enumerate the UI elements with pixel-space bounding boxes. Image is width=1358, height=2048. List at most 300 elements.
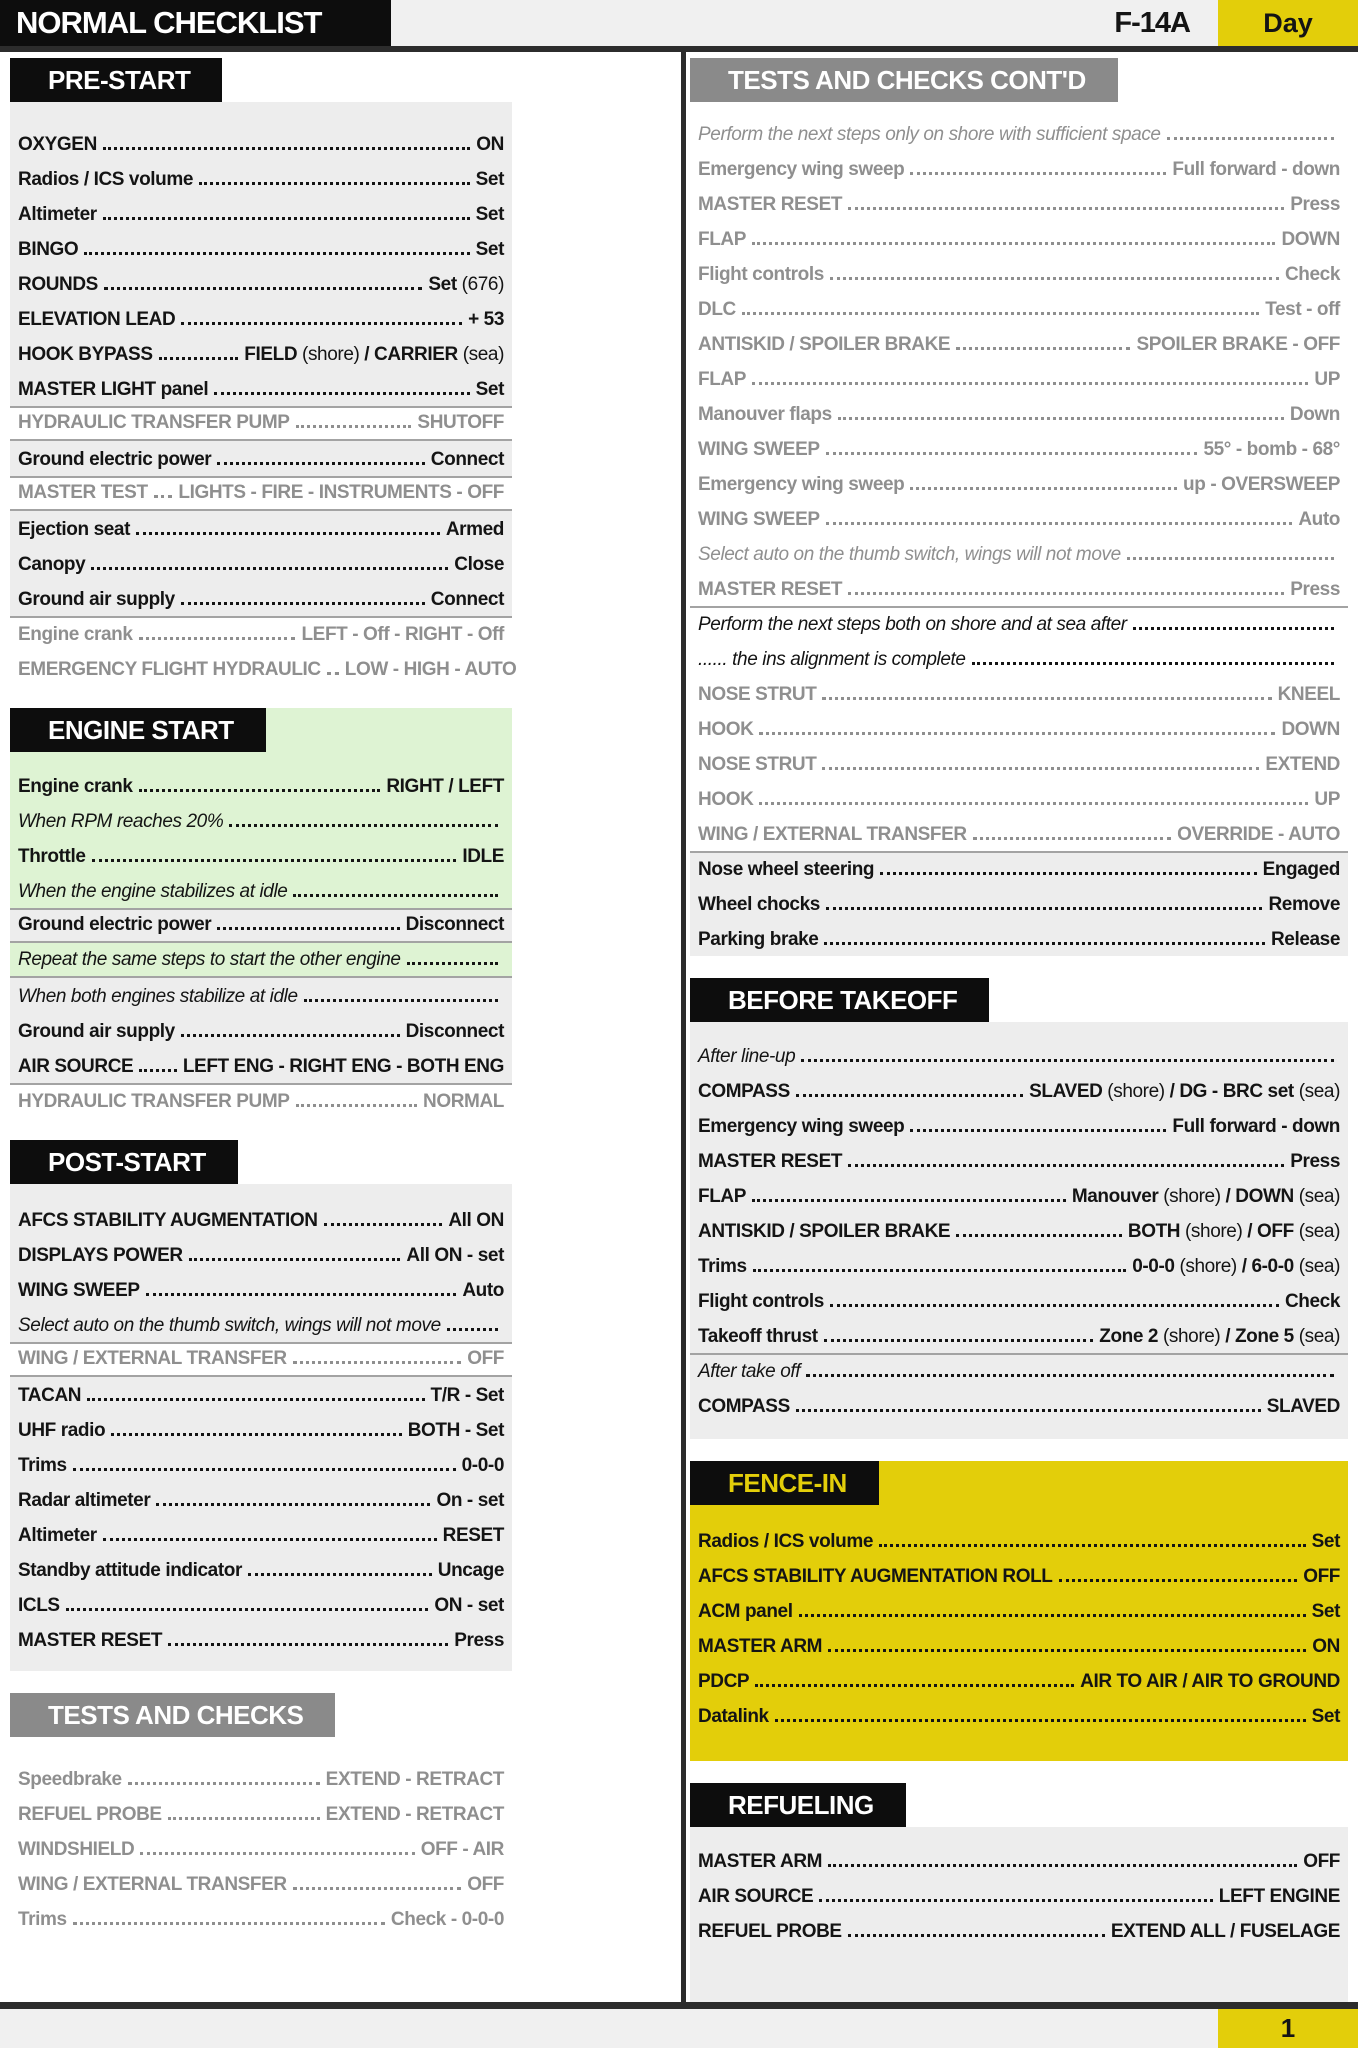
checklist-row: [10, 1796, 512, 1831]
leader-dots: [973, 837, 1171, 840]
checklist-row: [690, 256, 1348, 291]
row-value: UP: [1314, 789, 1340, 810]
row-value: Armed: [445, 519, 504, 540]
value-qualifier: (shore): [1185, 1221, 1243, 1242]
row-value: Disconnect: [405, 914, 504, 935]
row-label: WING SWEEP: [698, 509, 820, 530]
row-value: Connect: [430, 589, 504, 610]
section-body: [690, 1827, 1348, 2002]
row-value: UP: [1314, 369, 1340, 390]
section-heading: [690, 978, 1348, 1022]
row-label: MASTER RESET: [18, 1630, 163, 1651]
checklist-row: [690, 116, 1348, 151]
leader-dots: [838, 417, 1284, 420]
checklist-row: [690, 1213, 1348, 1248]
section-body: [10, 1737, 512, 1946]
section-heading: [690, 1461, 1348, 1505]
checklist-row: [10, 406, 512, 441]
row-label: COMPASS: [698, 1396, 790, 1417]
row-label: Engine crank: [18, 624, 133, 645]
leader-dots: [806, 1374, 1334, 1377]
row-label: When both engines stabilize at idle: [18, 986, 298, 1007]
row-label: WING SWEEP: [698, 439, 820, 460]
leader-dots: [139, 789, 381, 792]
row-value: Release: [1270, 929, 1340, 950]
row-label: MASTER TEST: [18, 482, 148, 503]
row-label: Manouver flaps: [698, 404, 832, 425]
leader-dots: [91, 567, 448, 570]
checklist-row: [10, 511, 512, 546]
checklist-row: [10, 1622, 512, 1657]
row-label: Radar altimeter: [18, 1490, 151, 1511]
row-value: Manouver (shore) / DOWN (sea): [1071, 1186, 1340, 1207]
checklist-row: [10, 838, 512, 873]
leader-dots: [92, 859, 457, 862]
leader-dots: [796, 1409, 1261, 1412]
row-label: FLAP: [698, 229, 747, 250]
checklist-row: [10, 1587, 512, 1622]
row-label: ACM panel: [698, 1601, 793, 1622]
value-qualifier: (sea): [1298, 1081, 1340, 1102]
checklist-row: [10, 1412, 512, 1447]
aircraft-label: F-14A: [1114, 7, 1190, 39]
checklist-row: [690, 536, 1348, 571]
leader-dots: [248, 1573, 432, 1576]
row-label: Ground electric power: [18, 914, 212, 935]
row-label: HOOK: [698, 719, 754, 740]
leader-dots: [755, 1684, 1074, 1687]
leader-dots: [327, 672, 339, 675]
row-label: Parking brake: [698, 929, 819, 950]
checklist-row: [10, 1013, 512, 1048]
row-value: Down: [1289, 404, 1340, 425]
row-value: SLAVED: [1266, 1396, 1340, 1417]
checklist-row: [10, 231, 512, 266]
checklist-row: [690, 1178, 1348, 1213]
checklist-row: [690, 1248, 1348, 1283]
row-label: MASTER ARM: [698, 1636, 823, 1657]
row-label: Emergency wing sweep: [698, 474, 905, 495]
leader-dots: [159, 357, 239, 360]
row-label: EMERGENCY FLIGHT HYDRAULIC: [18, 659, 321, 680]
row-label: AFCS STABILITY AUGMENTATION: [18, 1210, 318, 1231]
row-value: SHUTOFF: [417, 412, 504, 433]
leader-dots: [136, 532, 440, 535]
leader-dots: [293, 894, 498, 897]
leader-dots: [742, 312, 1259, 315]
row-label: ANTISKID / SPOILER BRAKE: [698, 1221, 951, 1242]
row-value: DOWN: [1281, 719, 1340, 740]
row-label: Throttle: [18, 846, 86, 867]
leader-dots: [214, 392, 469, 395]
row-value: ON: [476, 134, 504, 155]
row-value: Set: [1311, 1706, 1340, 1727]
row-label: WING / EXTERNAL TRANSFER: [18, 1874, 287, 1895]
row-value: ON: [1312, 1636, 1340, 1657]
leader-dots: [956, 1234, 1122, 1237]
checklist-row: [10, 196, 512, 231]
leader-dots: [1167, 137, 1334, 140]
row-value: NORMAL: [423, 1091, 504, 1112]
leader-dots: [796, 1094, 1023, 1097]
leader-dots: [910, 172, 1166, 175]
section-before-takeoff: [690, 978, 1348, 1439]
page-title: NORMAL CHECKLIST: [0, 0, 391, 46]
row-label: REFUEL PROBE: [18, 1804, 162, 1825]
section-body: [690, 1022, 1348, 1439]
leader-dots: [139, 1069, 177, 1072]
value-qualifier: (sea): [1298, 1326, 1340, 1347]
leader-dots: [156, 1503, 430, 1506]
leader-dots: [819, 1899, 1212, 1902]
section-title: TESTS AND CHECKS: [10, 1693, 335, 1737]
section-body: [690, 102, 1348, 956]
checklist-row: [10, 873, 512, 908]
leader-dots: [752, 242, 1275, 245]
checklist-row: [10, 1447, 512, 1482]
row-label: ELEVATION LEAD: [18, 309, 176, 330]
row-label: ANTISKID / SPOILER BRAKE: [698, 334, 951, 355]
checklist-row: [690, 1663, 1348, 1698]
row-value: EXTEND - RETRACT: [325, 1804, 504, 1825]
row-value: OFF: [1303, 1566, 1340, 1587]
leader-dots: [848, 207, 1284, 210]
checklist-row: [690, 151, 1348, 186]
leader-dots: [879, 1544, 1306, 1547]
leader-dots: [801, 1059, 1334, 1062]
row-value: Press: [1290, 194, 1340, 215]
section-title: PRE-START: [10, 58, 222, 102]
footer-rule: [0, 2002, 1358, 2009]
section-heading: [690, 58, 1348, 102]
row-value: IDLE: [462, 846, 504, 867]
checklist-row: [10, 1517, 512, 1552]
header-spacer: [391, 0, 1114, 46]
row-label: When RPM reaches 20%: [18, 811, 224, 832]
section-heading: [690, 1783, 1348, 1827]
row-value: OFF: [467, 1874, 504, 1895]
leader-dots: [128, 1782, 320, 1785]
section-title: ENGINE START: [10, 708, 266, 752]
leader-dots: [956, 347, 1130, 350]
checklist-row: [690, 1593, 1348, 1628]
row-label: BINGO: [18, 239, 79, 260]
leader-dots: [822, 767, 1259, 770]
row-value: up - OVERSWEEP: [1183, 474, 1340, 495]
leader-dots: [296, 1104, 417, 1107]
leader-dots: [848, 592, 1284, 595]
checklist-row: [690, 1523, 1348, 1558]
checklist-row: [10, 126, 512, 161]
checklist-row: [690, 326, 1348, 361]
row-value: AIR TO AIR / AIR TO GROUND: [1080, 1671, 1340, 1692]
value-qualifier: (sea): [1298, 1256, 1340, 1277]
leader-dots: [293, 1361, 461, 1364]
checklist-row: [10, 441, 512, 476]
row-value: KNEEL: [1277, 684, 1340, 705]
row-label: COMPASS: [698, 1081, 790, 1102]
leader-dots: [146, 1293, 457, 1296]
row-value: + 53: [468, 309, 504, 330]
row-value: Set: [475, 379, 504, 400]
checklist-row: [690, 466, 1348, 501]
checklist-row: [690, 1878, 1348, 1913]
leader-dots: [293, 1887, 461, 1890]
leader-dots: [826, 452, 1198, 455]
leader-dots: [824, 942, 1264, 945]
mode-badge: Day: [1218, 0, 1358, 46]
row-label: NOSE STRUT: [698, 684, 817, 705]
leader-dots: [84, 252, 469, 255]
section-tests-and-checks-contd: [690, 58, 1348, 956]
checklist-row: [690, 1698, 1348, 1733]
checklist-row: [10, 266, 512, 301]
leader-dots: [407, 962, 498, 965]
row-label: AFCS STABILITY AUGMENTATION ROLL: [698, 1566, 1053, 1587]
checklist-row: [690, 676, 1348, 711]
header: [0, 0, 1358, 46]
checklist-row: [690, 1143, 1348, 1178]
checklist-row: [10, 1831, 512, 1866]
row-value: RESET: [442, 1525, 504, 1546]
row-value: Full forward - down: [1172, 1116, 1340, 1137]
row-label: Radios / ICS volume: [698, 1531, 874, 1552]
row-value: Engaged: [1262, 859, 1340, 880]
row-value: RIGHT / LEFT: [386, 776, 504, 797]
checklist-row: [10, 651, 517, 686]
section-pre-start: [10, 58, 517, 686]
value-qualifier: (shore): [302, 344, 360, 365]
checklist-row: [690, 221, 1348, 256]
checklist-row: [690, 781, 1348, 816]
leader-dots: [1059, 1579, 1298, 1582]
row-value: Auto: [462, 1280, 504, 1301]
row-label: WING / EXTERNAL TRANSFER: [698, 824, 967, 845]
checklist-row: [10, 336, 512, 371]
row-label: HOOK BYPASS: [18, 344, 153, 365]
leader-dots: [296, 425, 412, 428]
checklist-row: [10, 908, 512, 943]
row-value: LIGHTS - FIRE - INSTRUMENTS - OFF: [178, 482, 504, 503]
row-label: Trims: [18, 1909, 67, 1930]
row-label: Radios / ICS volume: [18, 169, 194, 190]
row-label: Nose wheel steering: [698, 859, 875, 880]
row-label: ROUNDS: [18, 274, 98, 295]
leader-dots: [304, 999, 498, 1002]
checklist-row: [10, 768, 512, 803]
row-label: Canopy: [18, 554, 86, 575]
row-label: UHF radio: [18, 1420, 106, 1441]
checklist-row: [10, 1342, 512, 1377]
leader-dots: [87, 1398, 424, 1401]
leader-dots: [753, 1269, 1127, 1272]
checklist-row: [10, 1272, 512, 1307]
row-value: All ON: [448, 1210, 504, 1231]
checklist-row: [10, 1377, 512, 1412]
row-label: Select auto on the thumb switch, wings will not move: [698, 544, 1121, 565]
row-value: LOW - HIGH - AUTO: [344, 659, 517, 680]
leader-dots: [1133, 627, 1334, 630]
leader-dots: [73, 1468, 456, 1471]
leader-dots: [752, 1199, 1066, 1202]
row-label: Takeoff thrust: [698, 1326, 818, 1347]
checklist-row: [690, 1913, 1348, 1948]
row-value: FIELD (shore) / CARRIER (sea): [244, 344, 504, 365]
checklist-row: [690, 851, 1348, 886]
section-body: [10, 102, 517, 686]
leader-dots: [168, 1817, 320, 1820]
section-engine-start: [10, 708, 512, 1118]
row-label: ...... the ins alignment is complete: [698, 649, 966, 670]
leader-dots: [103, 217, 470, 220]
checklist-row: [10, 1901, 512, 1936]
value-qualifier: (sea): [1298, 1186, 1340, 1207]
leader-dots: [181, 1034, 400, 1037]
row-value: 0-0-0 (shore) / 6-0-0 (sea): [1132, 1256, 1340, 1277]
row-value: Press: [454, 1630, 504, 1651]
checklist-row: [690, 1108, 1348, 1143]
row-value: BOTH - Set: [407, 1420, 504, 1441]
checklist-row: [10, 1482, 512, 1517]
row-label: MASTER RESET: [698, 579, 843, 600]
row-value: EXTEND ALL / FUSELAGE: [1110, 1921, 1340, 1942]
checklist-row: [690, 291, 1348, 326]
checklist-row: [10, 943, 512, 978]
checklist-row: [690, 1558, 1348, 1593]
row-label: FLAP: [698, 369, 747, 390]
checklist-row: [10, 1237, 512, 1272]
checklist-row: [690, 186, 1348, 221]
row-label: After take off: [698, 1361, 801, 1382]
row-label: Emergency wing sweep: [698, 159, 905, 180]
leader-dots: [217, 462, 425, 465]
checklist-row: [690, 1318, 1348, 1353]
leader-dots: [168, 1643, 448, 1646]
leader-dots: [111, 1433, 402, 1436]
row-value: OFF - AIR: [420, 1839, 504, 1860]
row-label: Ground air supply: [18, 589, 175, 610]
section-heading: [10, 58, 512, 102]
section-heading: [10, 1140, 512, 1184]
row-value: OFF: [1303, 1851, 1340, 1872]
row-label: When the engine stabilizes at idle: [18, 881, 288, 902]
checklist-row: [10, 1552, 512, 1587]
row-value: Uncage: [437, 1560, 504, 1581]
leader-dots: [73, 1922, 385, 1925]
row-label: MASTER LIGHT panel: [18, 379, 209, 400]
row-label: TACAN: [18, 1385, 82, 1406]
checklist-row: [10, 978, 512, 1013]
leader-dots: [154, 495, 173, 498]
row-label: HYDRAULIC TRANSFER PUMP: [18, 1091, 290, 1112]
checklist-row: [10, 1307, 512, 1342]
row-label: NOSE STRUT: [698, 754, 817, 775]
row-value: SLAVED (shore) / DG - BRC set (sea): [1029, 1081, 1340, 1102]
row-value: Set: [475, 204, 504, 225]
row-value: Set (676): [428, 274, 504, 295]
section-tests-and-checks: [10, 1693, 512, 1946]
row-value: All ON - set: [406, 1245, 504, 1266]
leader-dots: [104, 287, 422, 290]
row-label: MASTER RESET: [698, 1151, 843, 1172]
leader-dots: [759, 732, 1275, 735]
section-title: BEFORE TAKEOFF: [690, 978, 989, 1022]
row-value: ON - set: [434, 1595, 504, 1616]
section-title: TESTS AND CHECKS CONT'D: [690, 58, 1118, 102]
row-label: Select auto on the thumb switch, wings will not move: [18, 1315, 441, 1336]
leader-dots: [181, 602, 425, 605]
row-value: LEFT ENGINE: [1218, 1886, 1340, 1907]
checklist-row: [690, 921, 1348, 956]
row-label: After line-up: [698, 1046, 796, 1067]
row-label: Speedbrake: [18, 1769, 122, 1790]
row-label: Trims: [18, 1455, 67, 1476]
value-qualifier: (shore): [1179, 1256, 1237, 1277]
checklist-row: [10, 1202, 512, 1237]
row-label: Emergency wing sweep: [698, 1116, 905, 1137]
row-value: Remove: [1268, 894, 1340, 915]
leader-dots: [324, 1223, 443, 1226]
checklist-row: [10, 581, 512, 616]
leader-dots: [759, 802, 1308, 805]
row-label: Ground electric power: [18, 449, 212, 470]
checklist-row: [690, 606, 1348, 641]
row-label: PDCP: [698, 1671, 750, 1692]
row-label: WING SWEEP: [18, 1280, 140, 1301]
row-label: Flight controls: [698, 264, 824, 285]
row-label: AIR SOURCE: [18, 1056, 134, 1077]
value-qualifier: (sea): [1298, 1221, 1340, 1242]
leader-dots: [880, 872, 1256, 875]
checklist-row: [690, 1353, 1348, 1388]
leader-dots: [830, 277, 1279, 280]
row-value: Set: [1311, 1531, 1340, 1552]
leader-dots: [828, 1864, 1297, 1867]
leader-dots: [972, 662, 1334, 665]
checklist-row: [690, 1628, 1348, 1663]
row-value: EXTEND - RETRACT: [325, 1769, 504, 1790]
row-value: Disconnect: [405, 1021, 504, 1042]
row-label: REFUEL PROBE: [698, 1921, 842, 1942]
row-value: Check - 0-0-0: [390, 1909, 504, 1930]
row-label: MASTER ARM: [698, 1851, 823, 1872]
section-heading: [10, 708, 512, 752]
leader-dots: [1127, 557, 1334, 560]
checklist-row: [10, 1866, 512, 1901]
row-value: LEFT ENG - RIGHT ENG - BOTH ENG: [182, 1056, 504, 1077]
row-label: ICLS: [18, 1595, 60, 1616]
row-value: OVERRIDE - AUTO: [1177, 824, 1340, 845]
row-value: Zone 2 (shore) / Zone 5 (sea): [1099, 1326, 1340, 1347]
section-body: [690, 1505, 1348, 1761]
row-value: Press: [1290, 579, 1340, 600]
row-label: OXYGEN: [18, 134, 97, 155]
leader-dots: [229, 824, 498, 827]
leader-dots: [826, 907, 1263, 910]
row-label: DLC: [698, 299, 736, 320]
section-fence-in: [690, 1461, 1348, 1761]
leader-dots: [199, 182, 470, 185]
value-qualifier: (shore): [1163, 1186, 1221, 1207]
checklist-row: [690, 361, 1348, 396]
checklist-row: [690, 886, 1348, 921]
leader-dots: [103, 147, 470, 150]
checklist-row: [690, 746, 1348, 781]
section-body: [10, 1184, 512, 1671]
leader-dots: [447, 1328, 498, 1331]
row-label: Perform the next steps only on shore with sufficient space: [698, 124, 1161, 145]
leader-dots: [181, 322, 462, 325]
